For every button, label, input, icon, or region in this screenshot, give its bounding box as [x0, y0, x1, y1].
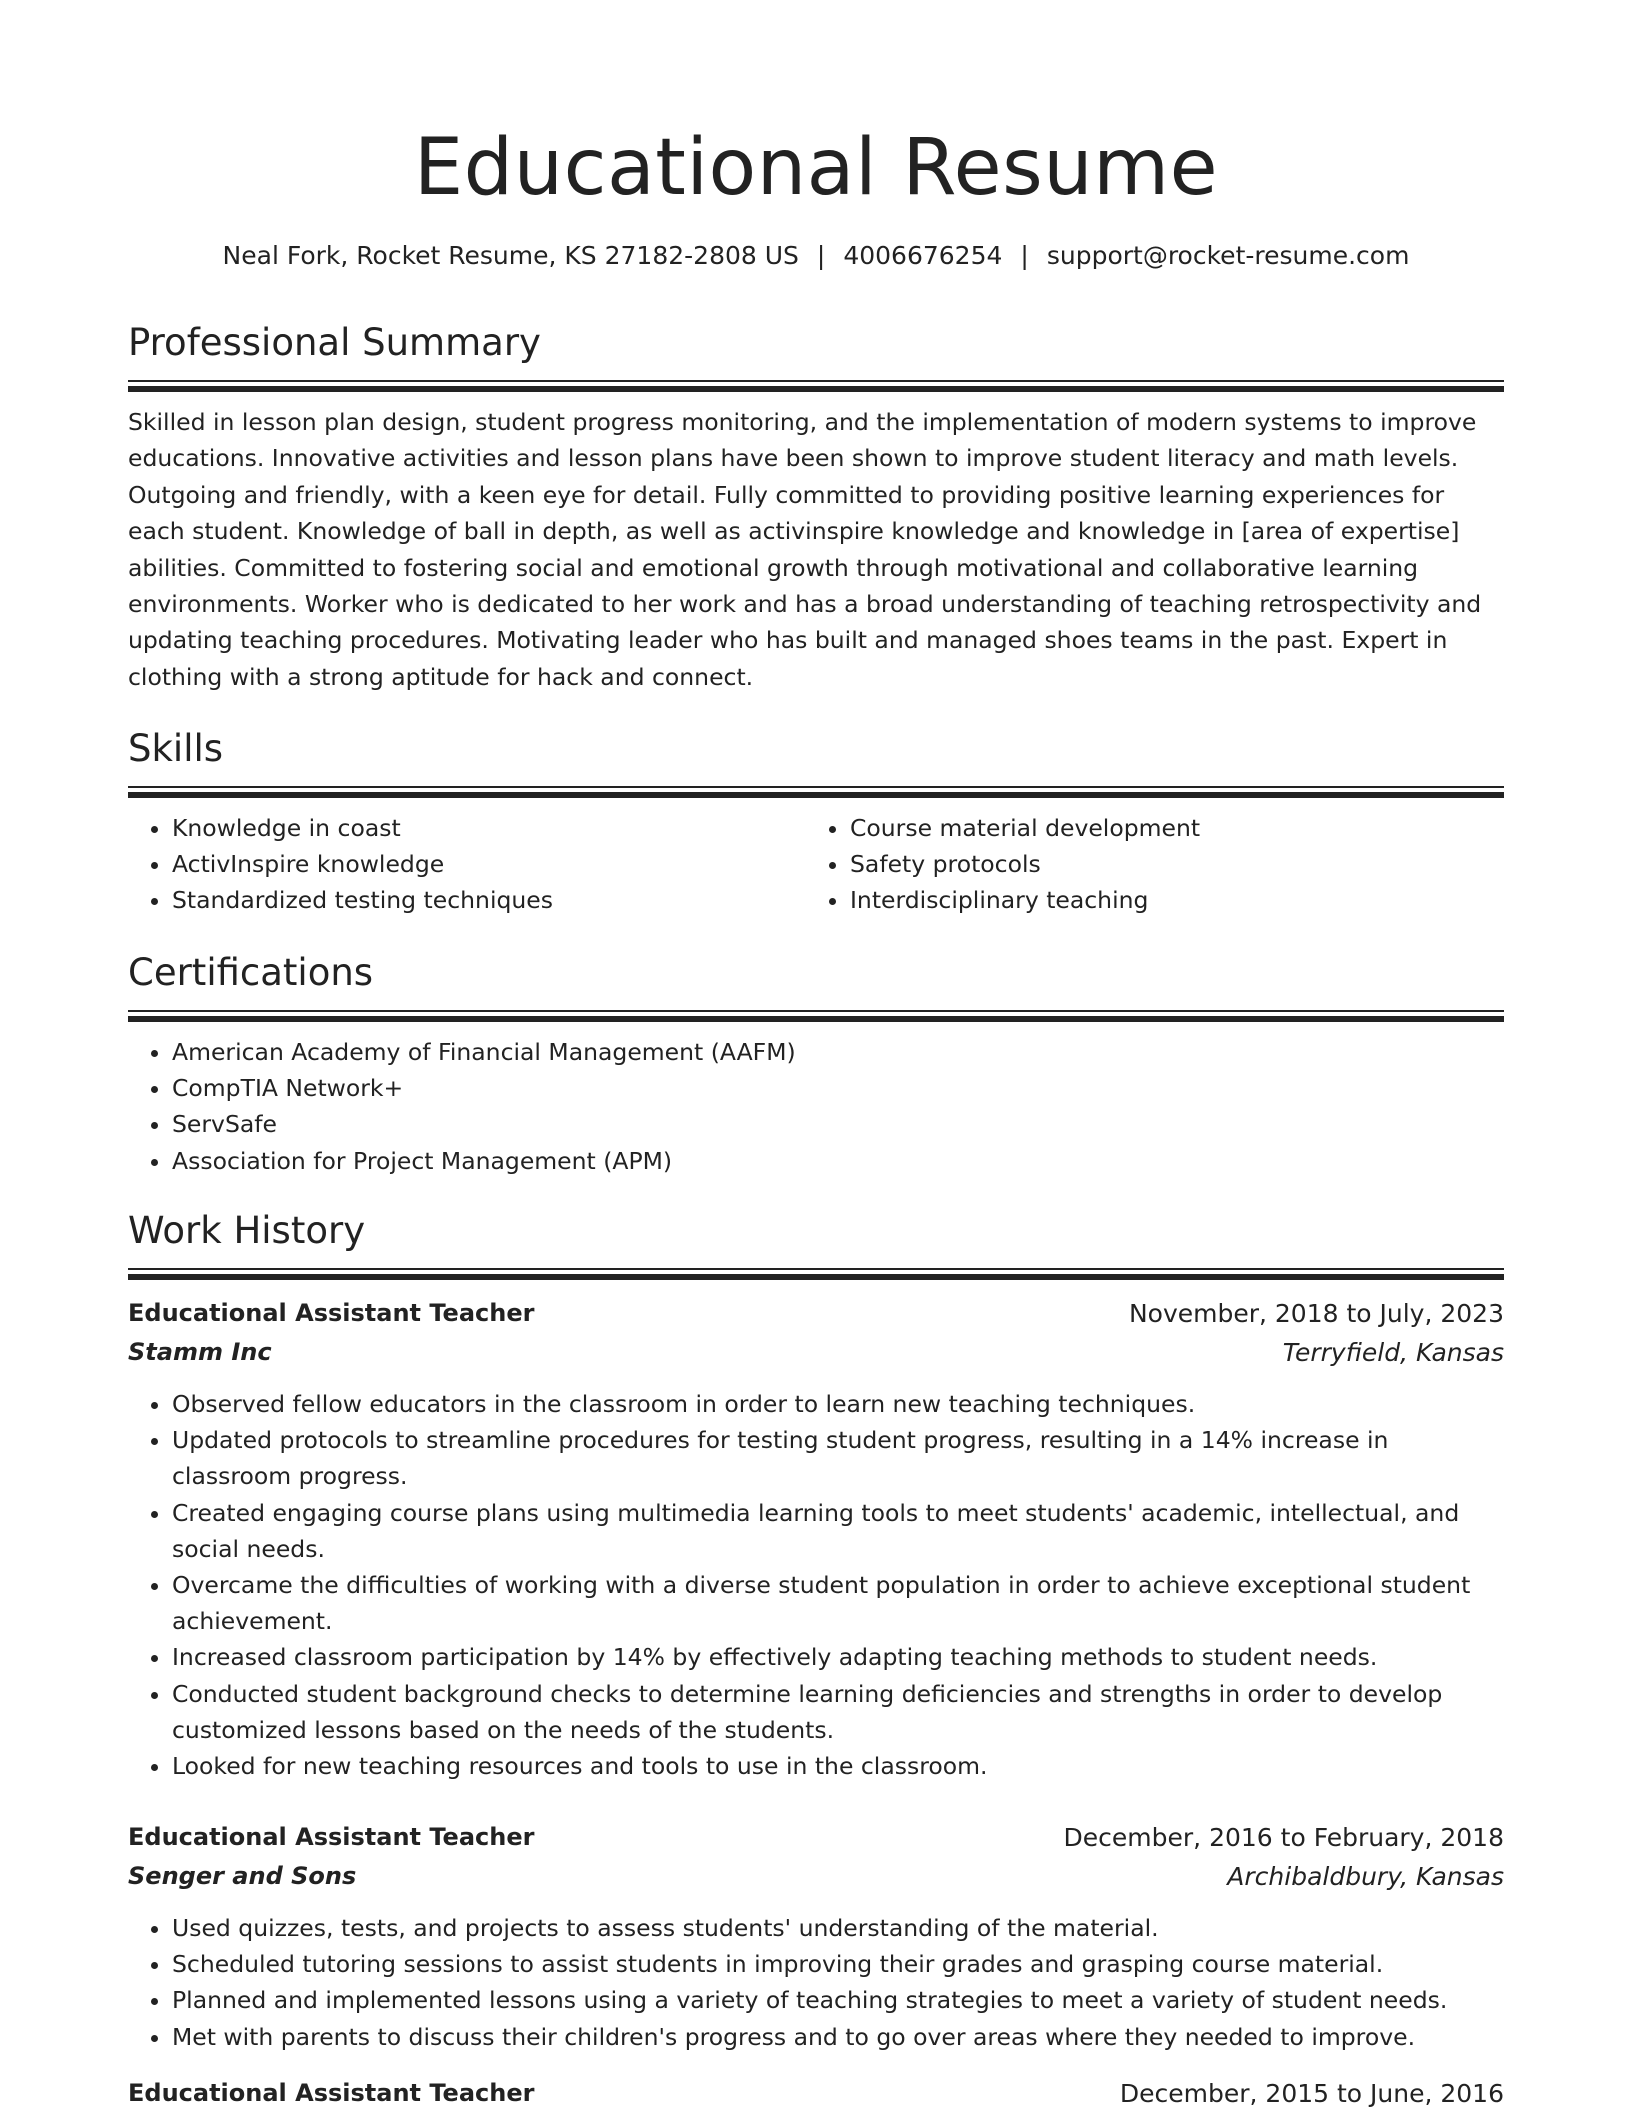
job-entry: [128, 2074, 1504, 2113]
job-header-row: [128, 1294, 1504, 1333]
job-duty-item: • Planned and implemented lessons using a variety of teaching strategies to meet a variety of student needs.: [172, 1982, 1504, 2018]
job-duty-item: • Conducted student background checks to determine learning deficiencies and strengths in order to develop customized lessons based on the needs of the students.: [172, 1676, 1504, 1748]
section-divider: [128, 786, 1504, 788]
skills-list-left: [128, 810, 806, 919]
section-divider-thick: [128, 1274, 1504, 1280]
document-title: Educational Resume: [413, 123, 1219, 213]
section-heading: Work History: [128, 1209, 366, 1252]
job-duties-list: [128, 1386, 1504, 1784]
job-entry: [128, 1818, 1504, 2055]
job-location: Archibaldbury, Kansas: [1227, 1862, 1504, 1891]
job-dates: November, 2018 to July, 2023: [1128, 1299, 1504, 1328]
job-duty-item: • Increased classroom participation by 14% by effectively adapting teaching methods to student needs.: [172, 1639, 1504, 1675]
certification-item: • Association for Project Management (APM): [172, 1143, 1504, 1179]
contact-separator: |: [1020, 241, 1029, 270]
skill-item: • Interdisciplinary teaching: [850, 882, 1484, 918]
skill-item: • Knowledge in coast: [172, 810, 806, 846]
contact-email: support@rocket-resume.com: [1046, 241, 1410, 270]
skills-section: [128, 724, 1504, 919]
job-employer: Senger and Sons: [128, 1862, 357, 1890]
section-divider: [128, 1268, 1504, 1270]
job-duty-item: • Met with parents to discuss their children's progress and to go over areas where they needed to improve.: [172, 2019, 1504, 2055]
contact-phone: 4006676254: [843, 241, 1003, 270]
job-location: Terryfield, Kansas: [1282, 1338, 1504, 1367]
skill-item: • Safety protocols: [850, 846, 1484, 882]
contact-address: Neal Fork, Rocket Resume, KS 27182-2808 US: [222, 241, 799, 270]
job-employer-row: [128, 1333, 1504, 1372]
job-title: Educational Assistant Teacher: [128, 1299, 535, 1327]
job-duty-item: • Created engaging course plans using multimedia learning tools to meet students' academic, intellectual, and social needs.: [172, 1495, 1504, 1567]
job-duties-list: [128, 1910, 1504, 2055]
job-header-row: [128, 2074, 1504, 2113]
section-divider-thick: [128, 1016, 1504, 1022]
job-duty-item: • Used quizzes, tests, and projects to assess students' understanding of the material.: [172, 1910, 1504, 1946]
contact-line: [128, 238, 1504, 274]
job-duty-item: • Overcame the difficulties of working with a diverse student population in order to achieve exceptional student achievement.: [172, 1567, 1504, 1639]
section-divider: [128, 1010, 1504, 1012]
job-employer-row: [128, 1857, 1504, 1896]
job-duty-item: • Updated protocols to streamline procedures for testing student progress, resulting in a 14% increase in classroom progress.: [172, 1422, 1504, 1494]
job-entry: [128, 1294, 1504, 1784]
certification-item: • ServSafe: [172, 1106, 1504, 1142]
section-heading: Certifications: [128, 951, 374, 994]
skill-item: • ActivInspire knowledge: [172, 846, 806, 882]
job-header-row: [128, 1818, 1504, 1857]
job-title: Educational Assistant Teacher: [128, 1823, 535, 1851]
job-duty-item: • Scheduled tutoring sessions to assist students in improving their grades and grasping course material.: [172, 1946, 1504, 1982]
certifications-section: [128, 948, 1504, 1179]
certification-item: • American Academy of Financial Management (AAFM): [172, 1034, 1504, 1070]
job-duty-item: • Looked for new teaching resources and tools to use in the classroom.: [172, 1748, 1504, 1784]
summary-text: Skilled in lesson plan design, student progress monitoring, and the implementation of modern systems to improve educations. Innovative activities and lesson plans have been shown to improve student literacy and math levels. Outgoing and friendly, with a keen eye for detail. Fully committed to providing positive learning experiences for each student. Knowledge of ball in depth, as well as activinspire knowledge and knowledge in [area of expertise] abilities. Committed to fostering social and emotional growth through motivational and collaborative learning environments. Worker who is dedicated to her work and has a broad understanding of teaching retrospectivity and updating teaching procedures. Motivating leader who has built and managed shoes teams in the past. Expert in clothing with a strong aptitude for hack and connect.: [128, 408, 1482, 691]
job-duty-item: • Observed fellow educators in the classroom in order to learn new teaching techniques.: [172, 1386, 1504, 1422]
skill-item: • Standardized testing techniques: [172, 882, 806, 918]
skill-item: • Course material development: [850, 810, 1484, 846]
section-heading: Skills: [128, 727, 224, 770]
professional-summary-section: [128, 318, 1504, 695]
skills-list-right: [806, 810, 1484, 919]
certifications-list: [128, 1034, 1504, 1179]
job-employer: Stamm Inc: [128, 1338, 272, 1366]
job-dates: December, 2016 to February, 2018: [1063, 1823, 1504, 1852]
certification-item: • CompTIA Network+: [172, 1070, 1504, 1106]
section-divider: [128, 380, 1504, 382]
section-divider-thick: [128, 386, 1504, 392]
section-heading: Professional Summary: [128, 321, 541, 364]
job-dates: December, 2015 to June, 2016: [1119, 2079, 1504, 2108]
job-title: Educational Assistant Teacher: [128, 2079, 535, 2107]
work-history-section: [128, 1206, 1504, 1280]
skills-columns: [128, 798, 1504, 919]
contact-separator: |: [816, 241, 826, 270]
